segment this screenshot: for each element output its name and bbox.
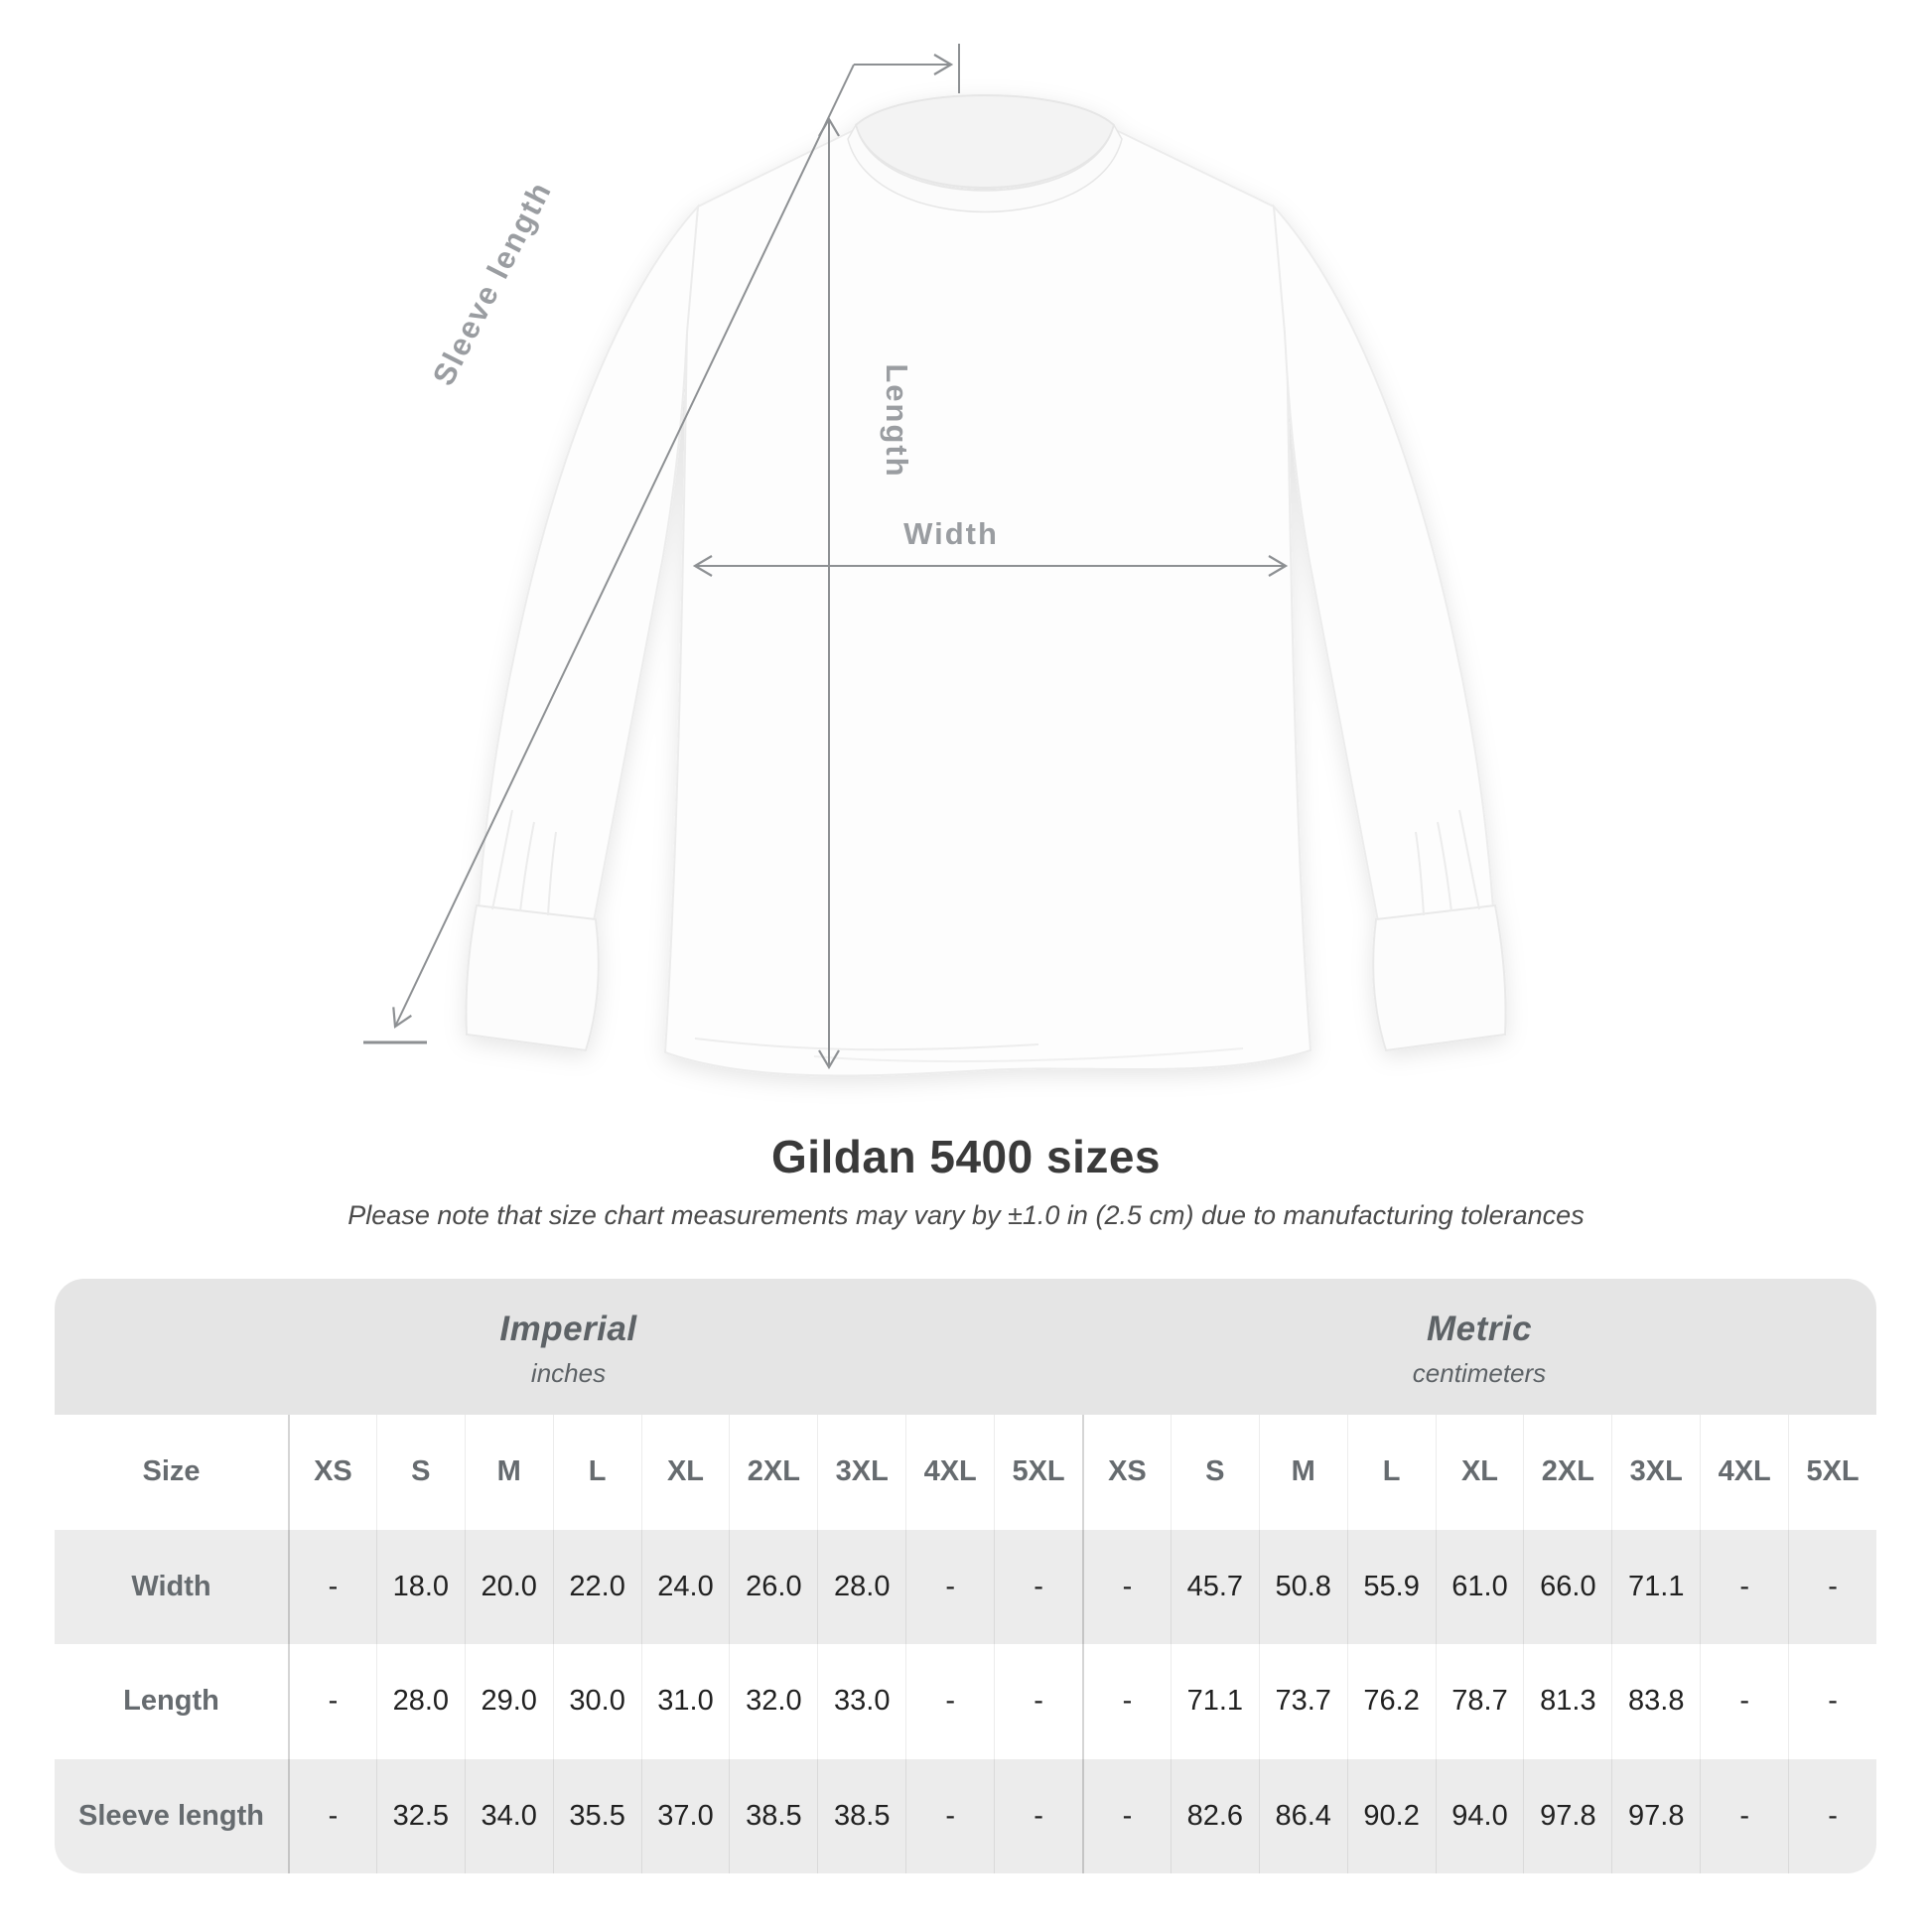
metric-size-header: 3XL bbox=[1611, 1415, 1700, 1530]
length-metric-value: 73.7 bbox=[1259, 1644, 1347, 1759]
sleeve-metric-value: 82.6 bbox=[1171, 1759, 1259, 1874]
length-imperial-value: 28.0 bbox=[376, 1644, 465, 1759]
imperial-group-unit: inches bbox=[530, 1357, 607, 1388]
length-imperial-value: - bbox=[288, 1644, 376, 1759]
shirt-left-cuff bbox=[466, 905, 598, 1050]
metric-size-header: 2XL bbox=[1523, 1415, 1611, 1530]
shirt-right-cuff bbox=[1373, 905, 1505, 1050]
length-metric-value: - bbox=[1700, 1644, 1788, 1759]
length-metric-value: 83.8 bbox=[1611, 1644, 1700, 1759]
width-imperial-value: - bbox=[288, 1530, 376, 1645]
length-imperial-value: - bbox=[905, 1644, 994, 1759]
imperial-size-header: XS bbox=[288, 1415, 376, 1530]
sleeve-imperial-value: - bbox=[905, 1759, 994, 1874]
length-metric-value: - bbox=[1788, 1644, 1876, 1759]
width-metric-value: 55.9 bbox=[1347, 1530, 1436, 1645]
width-metric-value: 61.0 bbox=[1436, 1530, 1524, 1645]
width-row bbox=[55, 1530, 1876, 1645]
width-metric-value: - bbox=[1082, 1530, 1171, 1645]
imperial-size-header: S bbox=[376, 1415, 465, 1530]
sleeve-imperial-value: - bbox=[288, 1759, 376, 1874]
length-metric-value: 81.3 bbox=[1523, 1644, 1611, 1759]
size-corner-label: Size bbox=[142, 1455, 201, 1488]
metric-group-header bbox=[1082, 1279, 1876, 1415]
sleeve-imperial-value: 34.0 bbox=[465, 1759, 553, 1874]
width-metric-value: - bbox=[1700, 1530, 1788, 1645]
metric-size-header: XS bbox=[1082, 1415, 1171, 1530]
sleeve-imperial-value: 32.5 bbox=[376, 1759, 465, 1874]
width-metric-value: 45.7 bbox=[1171, 1530, 1259, 1645]
metric-group-unit: centimeters bbox=[1412, 1357, 1547, 1388]
metric-group-title: Metric bbox=[1426, 1309, 1533, 1348]
size-header-row bbox=[55, 1415, 1876, 1530]
metric-size-header: XL bbox=[1436, 1415, 1524, 1530]
sleeve-metric-value: 90.2 bbox=[1347, 1759, 1436, 1874]
imperial-size-header: 2XL bbox=[729, 1415, 817, 1530]
imperial-size-header: 4XL bbox=[905, 1415, 994, 1530]
sleeve-metric-value: 97.8 bbox=[1523, 1759, 1611, 1874]
width-imperial-value: 26.0 bbox=[729, 1530, 817, 1645]
sleeve-imperial-value: 35.5 bbox=[553, 1759, 641, 1874]
sleeve-metric-value: 86.4 bbox=[1259, 1759, 1347, 1874]
sleeve-metric-value: - bbox=[1700, 1759, 1788, 1874]
metric-size-header: 5XL bbox=[1788, 1415, 1876, 1530]
row-label: Width bbox=[131, 1570, 211, 1602]
row-label: Length bbox=[123, 1685, 219, 1718]
imperial-size-header: L bbox=[553, 1415, 641, 1530]
tolerance-note: Please note that size chart measurements may vary by ±1.0 in (2.5 cm) due to manufacturing tolerances bbox=[347, 1200, 1585, 1230]
length-metric-value: 76.2 bbox=[1347, 1644, 1436, 1759]
shirt-body bbox=[665, 129, 1311, 1076]
sleeve-imperial-value: 38.5 bbox=[817, 1759, 905, 1874]
sleeve-imperial-value: 37.0 bbox=[641, 1759, 730, 1874]
length-row bbox=[55, 1644, 1876, 1759]
imperial-size-header: M bbox=[465, 1415, 553, 1530]
size-table bbox=[55, 1279, 1876, 1873]
width-imperial-value: 20.0 bbox=[465, 1530, 553, 1645]
length-imperial-value: - bbox=[994, 1644, 1082, 1759]
width-imperial-value: 24.0 bbox=[641, 1530, 730, 1645]
width-metric-value: 66.0 bbox=[1523, 1530, 1611, 1645]
sleeve-imperial-value: 38.5 bbox=[729, 1759, 817, 1874]
metric-size-header: 4XL bbox=[1700, 1415, 1788, 1530]
sleeve-length-label: Sleeve length bbox=[425, 175, 559, 391]
length-metric-value: 71.1 bbox=[1171, 1644, 1259, 1759]
metric-size-header: M bbox=[1259, 1415, 1347, 1530]
length-imperial-value: 32.0 bbox=[729, 1644, 817, 1759]
length-metric-value: 78.7 bbox=[1436, 1644, 1524, 1759]
length-imperial-value: 33.0 bbox=[817, 1644, 905, 1759]
sleeve-metric-value: 97.8 bbox=[1611, 1759, 1700, 1874]
width-imperial-value: - bbox=[994, 1530, 1082, 1645]
imperial-group-title: Imperial bbox=[499, 1309, 637, 1348]
width-imperial-value: 28.0 bbox=[817, 1530, 905, 1645]
width-imperial-value: 18.0 bbox=[376, 1530, 465, 1645]
imperial-group-header bbox=[55, 1279, 1082, 1415]
sleeve-metric-value: - bbox=[1788, 1759, 1876, 1874]
imperial-size-header: 5XL bbox=[994, 1415, 1082, 1530]
imperial-size-header: XL bbox=[641, 1415, 730, 1530]
unit-group-band bbox=[55, 1279, 1876, 1415]
length-imperial-value: 30.0 bbox=[553, 1644, 641, 1759]
sleeve-imperial-value: - bbox=[994, 1759, 1082, 1874]
metric-size-header: L bbox=[1347, 1415, 1436, 1530]
length-imperial-value: 29.0 bbox=[465, 1644, 553, 1759]
width-imperial-value: - bbox=[905, 1530, 994, 1645]
width-metric-value: 71.1 bbox=[1611, 1530, 1700, 1645]
sleeve-metric-value: 94.0 bbox=[1436, 1759, 1524, 1874]
width-label: Width bbox=[903, 516, 999, 551]
sleeve-length-row bbox=[55, 1759, 1876, 1874]
width-imperial-value: 22.0 bbox=[553, 1530, 641, 1645]
imperial-size-header: 3XL bbox=[817, 1415, 905, 1530]
metric-size-header: S bbox=[1171, 1415, 1259, 1530]
page-title: Gildan 5400 sizes bbox=[770, 1131, 1162, 1182]
length-metric-value: - bbox=[1082, 1644, 1171, 1759]
width-metric-value: - bbox=[1788, 1530, 1876, 1645]
sleeve-metric-value: - bbox=[1082, 1759, 1171, 1874]
row-label: Sleeve length bbox=[78, 1799, 264, 1832]
length-label: Length bbox=[880, 363, 914, 479]
long-sleeve-shirt-illustration bbox=[466, 95, 1505, 1076]
length-imperial-value: 31.0 bbox=[641, 1644, 730, 1759]
width-metric-value: 50.8 bbox=[1259, 1530, 1347, 1645]
